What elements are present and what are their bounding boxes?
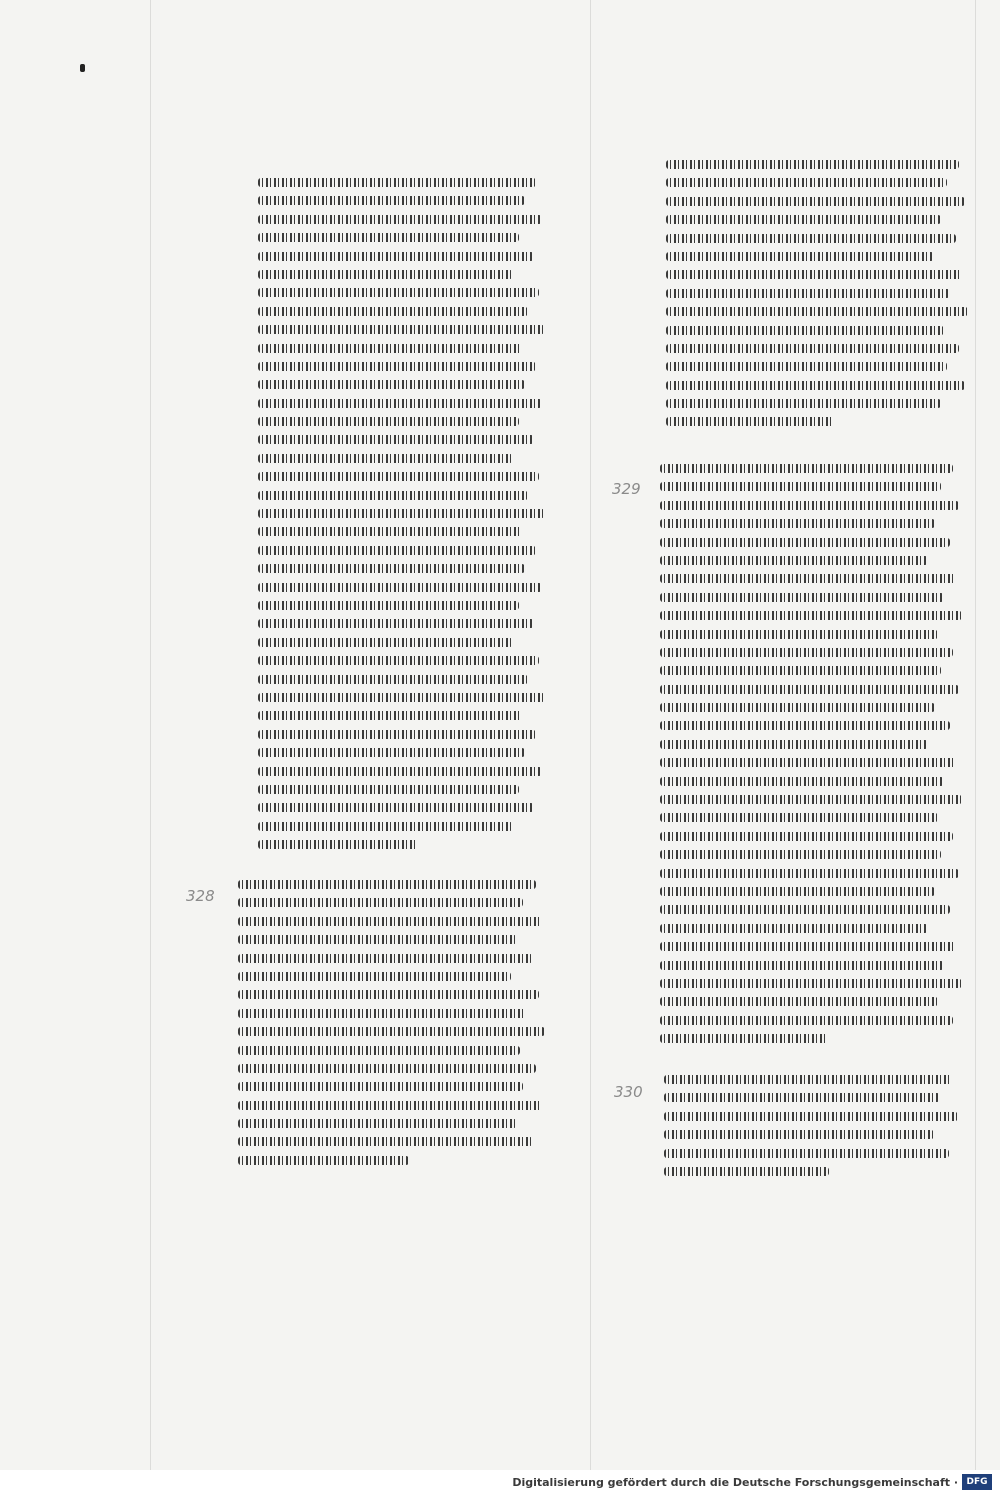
margin-number: 328 [186,887,215,905]
ink-stroke [660,721,950,730]
ink-stroke [660,574,956,583]
ink-stroke [660,997,938,1006]
ink-stroke [258,491,528,500]
ink-stroke [258,601,519,610]
ink-stroke [664,1075,952,1084]
ink-stroke [258,417,519,426]
ink-stroke [258,454,513,463]
ink-stroke [238,972,511,981]
ink-stroke [664,1130,934,1139]
ink-stroke [258,675,528,684]
ink-stroke [664,1149,949,1158]
ink-stroke [664,1112,958,1121]
ink-stroke [258,527,522,536]
ink-stroke [258,767,542,776]
ink-stroke [666,215,941,224]
ink-stroke [238,1119,517,1128]
ink-stroke [660,611,962,620]
text-column-right-lower [664,1075,964,1185]
margin-number: 329 [612,480,641,498]
ink-stroke [258,822,513,831]
ink-stroke [258,215,542,224]
ink-stroke [666,252,934,261]
ink-stroke [258,546,536,555]
ink-stroke [258,252,534,261]
ink-stroke [238,1137,533,1146]
text-column-left-lower [238,880,548,1174]
ink-stroke [238,954,533,963]
ink-stroke [258,564,525,573]
ink-stroke [666,270,962,279]
ink-stroke [258,325,545,334]
ink-stroke [660,813,938,822]
ink-stroke [258,472,539,481]
ink-stroke [258,803,534,812]
ink-stroke [258,399,542,408]
ink-stroke [238,1082,523,1091]
ink-stroke [666,197,965,206]
ink-stroke [258,307,528,316]
ink-stroke [660,648,953,657]
ink-stroke [258,288,539,297]
ink-stroke [238,1046,520,1055]
ink-stroke [660,1034,828,1043]
ink-stroke [258,270,513,279]
margin-number: 330 [614,1083,643,1101]
text-column-right-middle [660,464,965,1053]
ruling-line [975,0,976,1470]
ink-stroke [258,196,525,205]
ink-stroke [258,509,545,518]
ink-stroke [660,666,941,675]
ink-stroke [238,935,517,944]
ink-stroke [258,362,536,371]
ink-mark [80,64,85,72]
ink-stroke [660,501,959,510]
ink-stroke [666,160,959,169]
ink-stroke [660,979,962,988]
ink-stroke [660,850,941,859]
dfg-logo: DFG [962,1474,992,1490]
ink-stroke [660,1016,953,1025]
ink-stroke [660,795,962,804]
ink-stroke [660,482,941,491]
ink-stroke [258,435,534,444]
ink-stroke [258,380,525,389]
ink-stroke [666,381,965,390]
ink-stroke [660,942,956,951]
ink-stroke [238,917,542,926]
ink-stroke [660,740,928,749]
ink-stroke [660,905,950,914]
ink-stroke [660,630,938,639]
footer-bar [0,1470,1000,1497]
ink-stroke [660,924,928,933]
ink-stroke [258,840,418,849]
ink-stroke [666,344,959,353]
ink-stroke [258,583,542,592]
ink-stroke [258,693,545,702]
ink-stroke [238,880,536,889]
text-column-left-upper [258,178,548,858]
ink-stroke [660,832,953,841]
ink-stroke [666,178,947,187]
ruling-line [150,0,151,1470]
ink-stroke [238,990,539,999]
ink-stroke [666,234,956,243]
ink-stroke [238,1101,542,1110]
ink-stroke [660,685,959,694]
ink-stroke [238,1064,536,1073]
ink-stroke [664,1167,829,1176]
ink-stroke [666,326,944,335]
ink-stroke [258,748,525,757]
ink-stroke [666,417,834,426]
ink-stroke [660,464,953,473]
ink-stroke [660,758,956,767]
ink-stroke [258,711,522,720]
ink-stroke [660,593,944,602]
ink-stroke [660,556,928,565]
ink-stroke [258,344,522,353]
ink-stroke [660,961,944,970]
ink-stroke [660,519,935,528]
ink-stroke [238,1009,526,1018]
ink-stroke [666,362,947,371]
ink-stroke [660,777,944,786]
ink-stroke [666,289,950,298]
ink-stroke [238,1027,545,1036]
text-column-right-upper [666,160,971,436]
ruling-line [590,0,591,1470]
ink-stroke [238,898,523,907]
ink-stroke [258,785,519,794]
funding-notice: Digitalisierung gefördert durch die Deutsche Forschungsgemeinschaft · [512,1476,958,1489]
ink-stroke [258,178,536,187]
ink-stroke [660,869,959,878]
ink-stroke [666,307,968,316]
ink-stroke [258,730,536,739]
ink-stroke [660,538,950,547]
ink-stroke [238,1156,409,1165]
ink-stroke [258,233,519,242]
ink-stroke [664,1093,940,1102]
ink-stroke [258,619,534,628]
ink-stroke [258,638,513,647]
ink-stroke [666,399,941,408]
ink-stroke [660,703,935,712]
ink-stroke [660,887,935,896]
ink-stroke [258,656,539,665]
